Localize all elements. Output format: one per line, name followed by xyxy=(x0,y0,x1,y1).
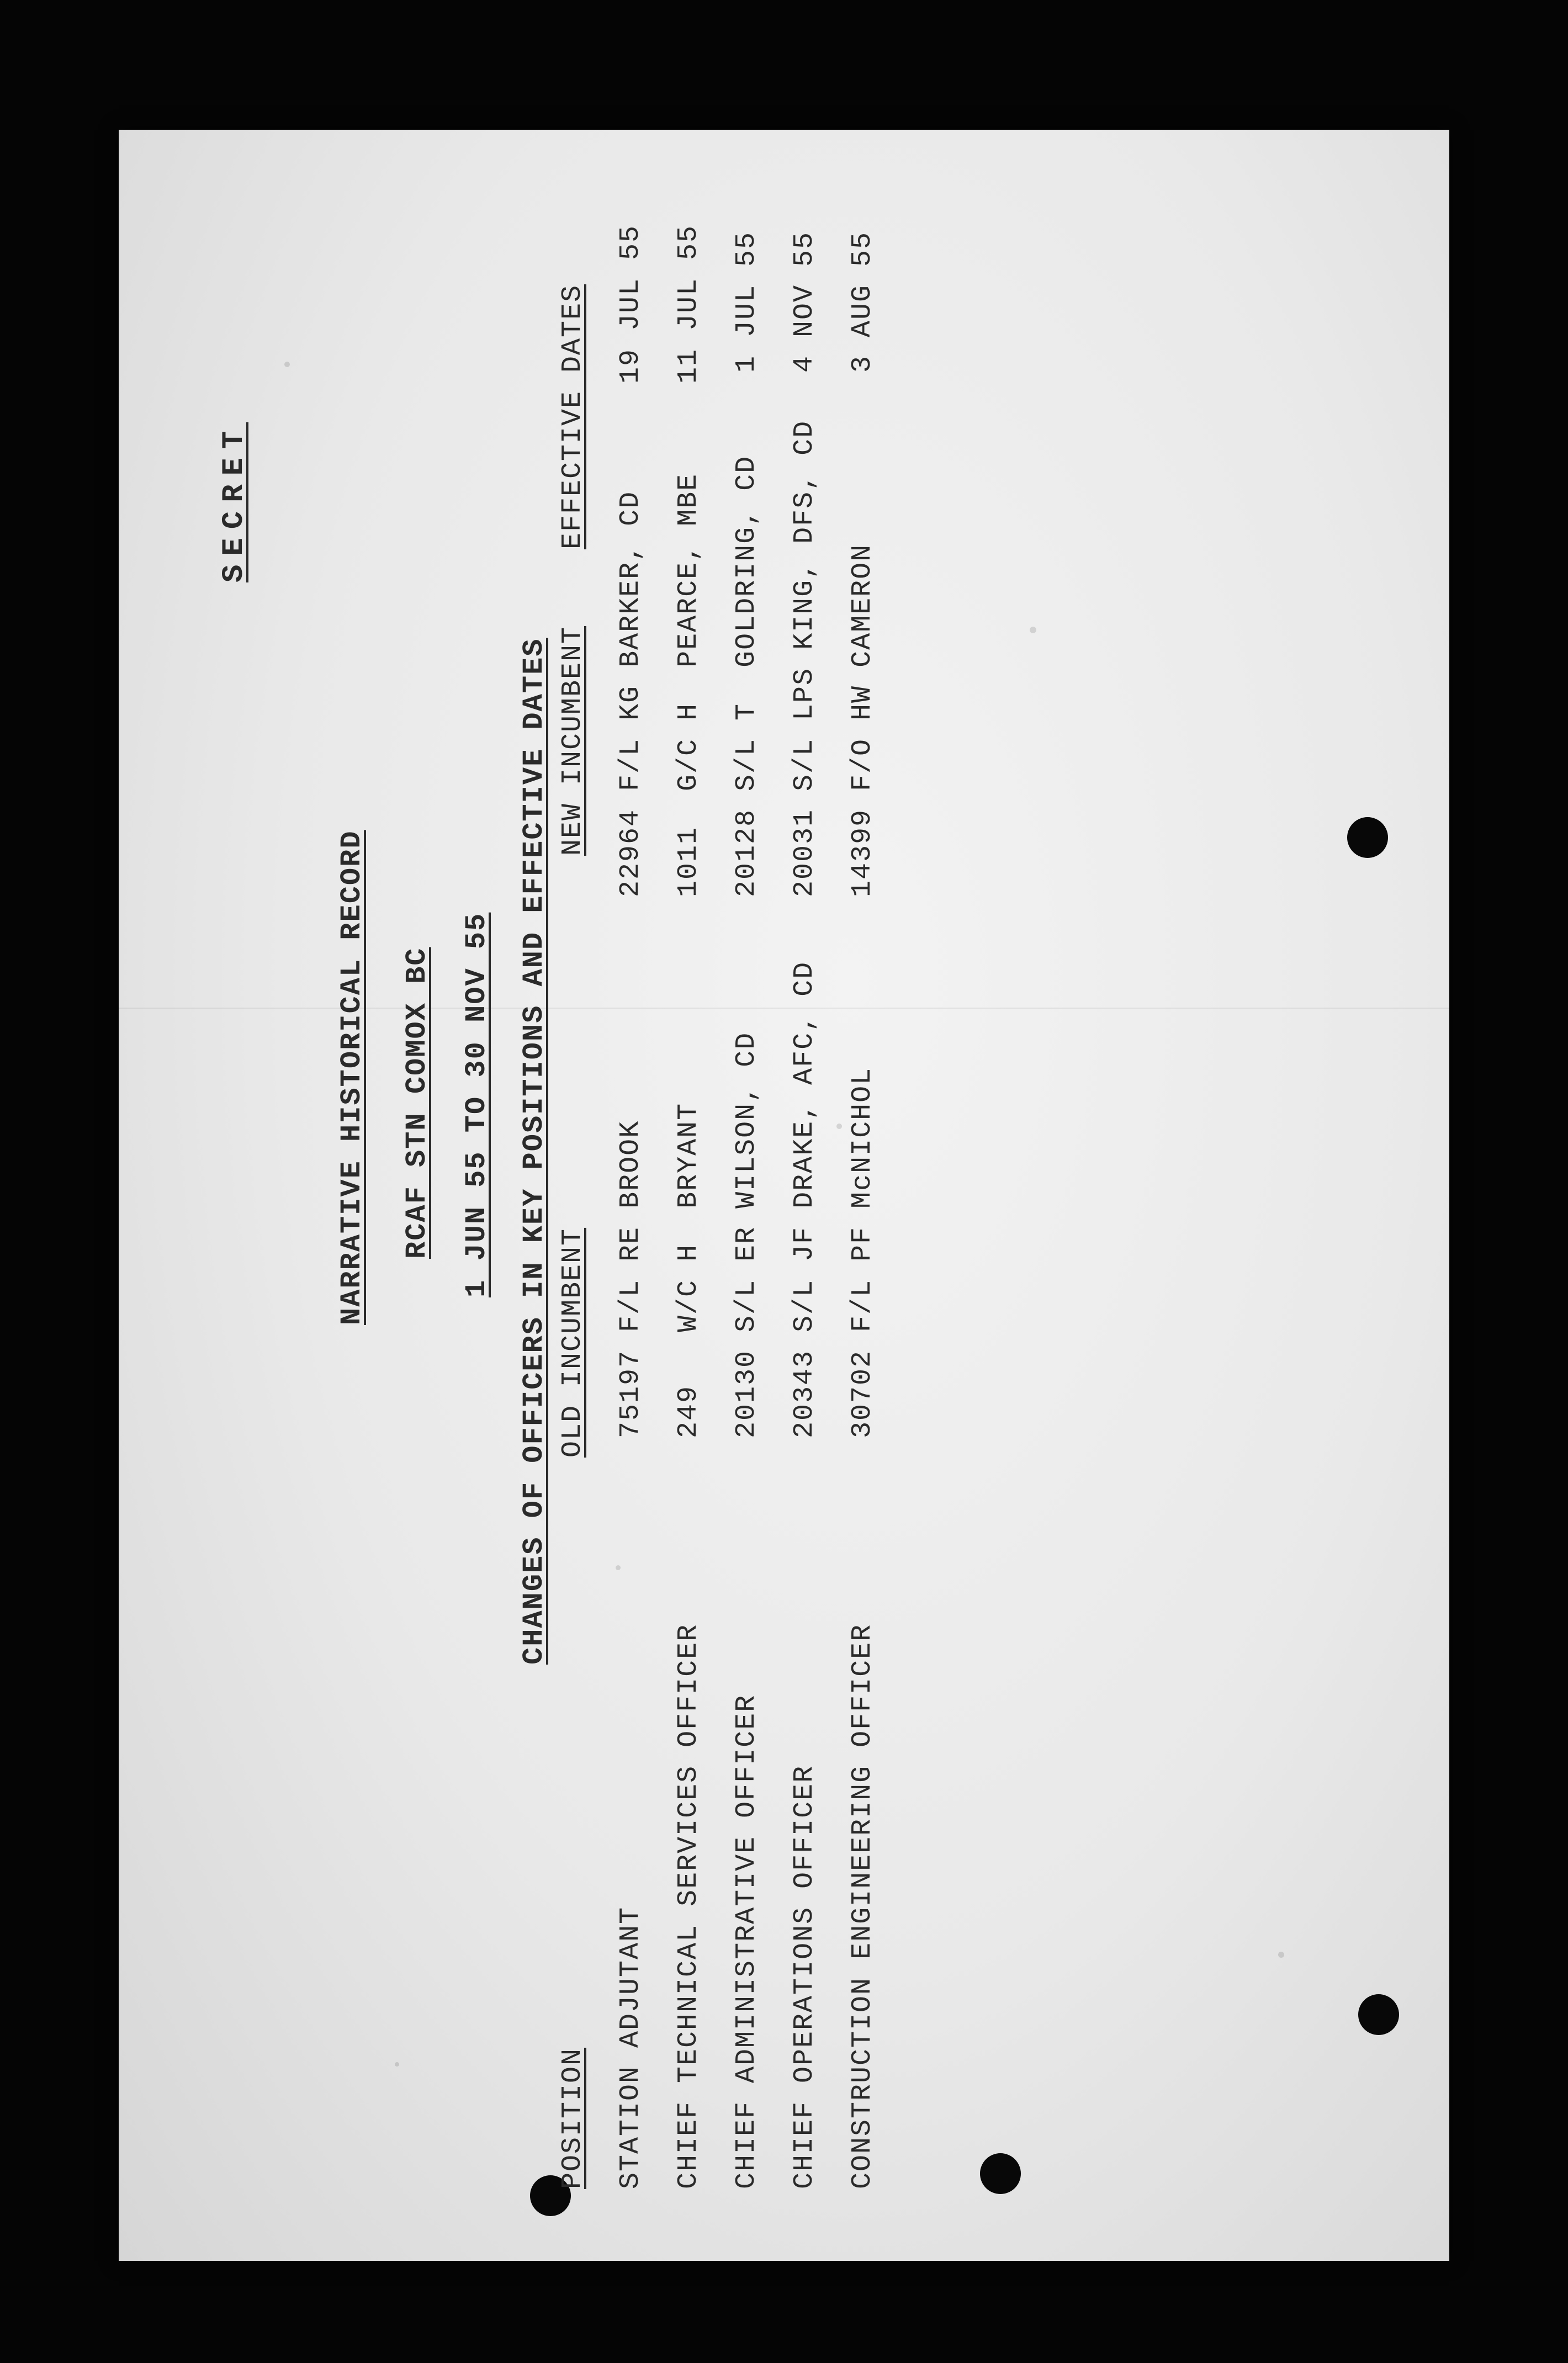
unit-name: RCAF STN COMOX BC xyxy=(401,947,433,1259)
table-row-new-incumbent: 22964 F/L KG BARKER, CD xyxy=(615,490,647,897)
table-row-new-incumbent: 1011 G/C H PEARCE, MBE xyxy=(673,473,704,897)
reporting-period: 1 JUN 55 TO 30 NOV 55 xyxy=(460,912,493,1297)
column-header-old-incumbent: OLD INCUMBENT xyxy=(557,1227,589,1458)
table-row-old-incumbent: 75197 F/L RE BROOK xyxy=(615,1120,647,1438)
table-row-position: STATION ADJUTANT xyxy=(615,1906,647,2189)
table-row-old-incumbent: 30702 F/L PF McNICHOL xyxy=(847,1067,878,1438)
table-row-effective-date: 3 AUG 55 xyxy=(847,231,878,373)
table-row-effective-date: 11 JUL 55 xyxy=(673,224,704,384)
table-row-new-incumbent: 20031 S/L LPS KING, DFS, CD xyxy=(789,420,820,897)
document-title: NARRATIVE HISTORICAL RECORD xyxy=(336,830,368,1325)
table-row-new-incumbent: 20128 S/L T GOLDRING, CD xyxy=(731,455,762,897)
section-heading: CHANGES OF OFFICERS IN KEY POSITIONS AND EFFECTIVE DATES xyxy=(518,638,550,1665)
table-row-position: CHIEF TECHNICAL SERVICES OFFICER xyxy=(673,1623,704,2189)
table-row-old-incumbent: 20343 S/L JF DRAKE, AFC, CD xyxy=(789,961,820,1438)
table-row-new-incumbent: 14399 F/O HW CAMERON xyxy=(847,543,878,897)
column-header-new-incumbent: NEW INCUMBENT xyxy=(557,626,589,856)
column-header-position: POSITION xyxy=(557,2047,589,2189)
table-row-effective-date: 1 JUL 55 xyxy=(731,231,762,373)
table-row-position: CHIEF ADMINISTRATIVE OFFICER xyxy=(731,1694,762,2189)
table-row-position: CHIEF OPERATIONS OFFICER xyxy=(789,1765,820,2189)
table-row-old-incumbent: 20130 S/L ER WILSON, CD xyxy=(731,1031,762,1438)
table-row-effective-date: 19 JUL 55 xyxy=(615,224,647,384)
table-row-old-incumbent: 249 W/C H BRYANT xyxy=(673,1102,704,1438)
column-header-effective-dates: EFFECTIVE DATES xyxy=(557,284,589,549)
classification-marking: SECRET xyxy=(218,422,251,582)
table-row-position: CONSTRUCTION ENGINEERING OFFICER xyxy=(847,1623,878,2189)
rotated-document-content xyxy=(119,130,1449,2261)
table-row-effective-date: 4 NOV 55 xyxy=(789,231,820,373)
